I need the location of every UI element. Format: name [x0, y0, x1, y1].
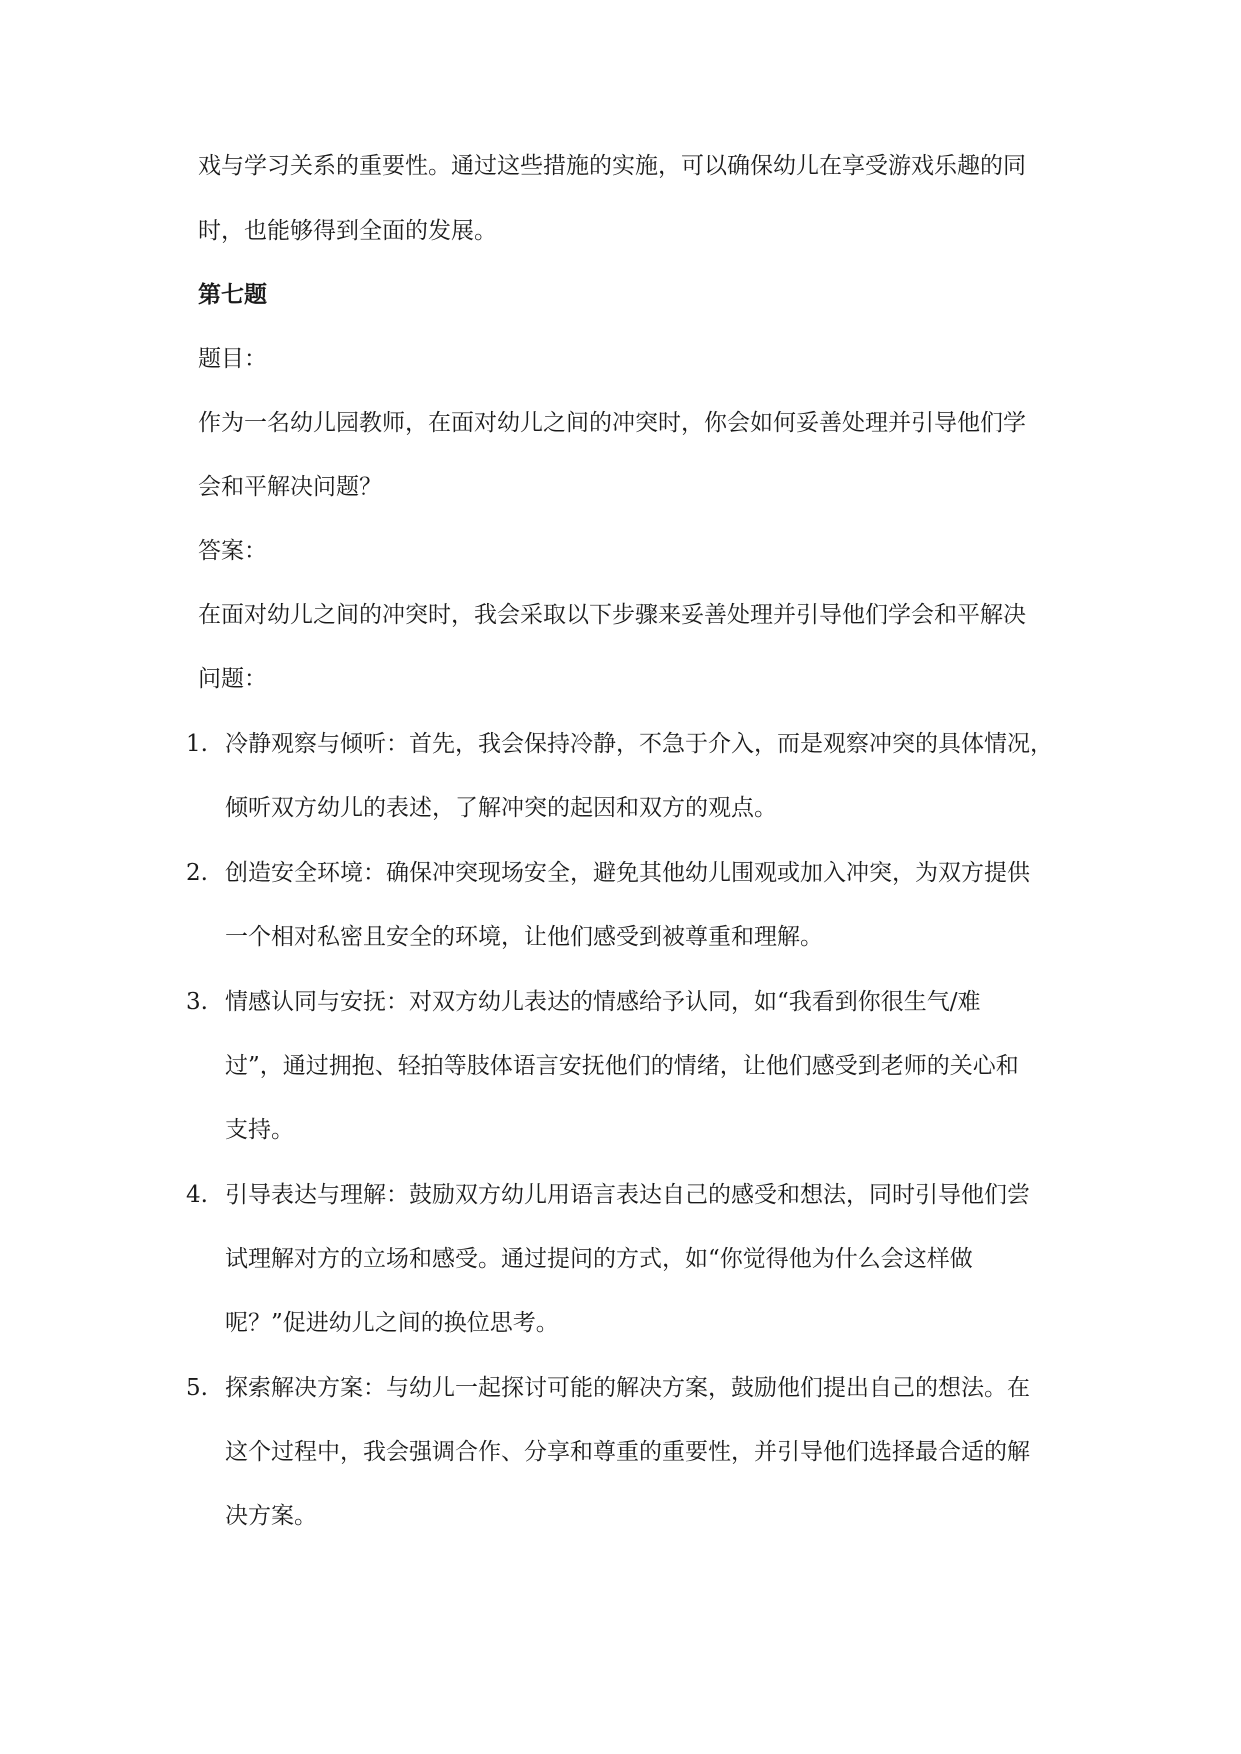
step-number: 3.	[186, 989, 208, 1015]
answer-label: 答案：	[198, 538, 267, 564]
step-line: 这个过程中，我会强调合作、分享和尊重的重要性，并引导他们选择最合适的解	[225, 1439, 1030, 1465]
step-number: 2.	[186, 860, 208, 886]
question-label: 题目：	[198, 346, 267, 372]
step-line: 呢？”促进幼儿之间的换位思考。	[225, 1310, 559, 1336]
step-number: 5.	[186, 1375, 208, 1401]
step-number: 4.	[186, 1182, 208, 1208]
step-line: 倾听双方幼儿的表述，了解冲突的起因和双方的观点。	[225, 795, 777, 821]
answer-intro-line-1: 在面对幼儿之间的冲突时，我会采取以下步骤来妥善处理并引导他们学会和平解决	[198, 602, 1026, 628]
step-line: 决方案。	[225, 1503, 317, 1529]
step-line: 支持。	[225, 1117, 294, 1143]
step-line: 冷静观察与倾听：首先，我会保持冷静，不急于介入，而是观察冲突的具体情况，	[225, 731, 1053, 757]
step-line: 探索解决方案：与幼儿一起探讨可能的解决方案，鼓励他们提出自己的想法。在	[225, 1375, 1030, 1401]
step-line: 一个相对私密且安全的环境，让他们感受到被尊重和理解。	[225, 924, 823, 950]
intro-line-2: 时，也能够得到全面的发展。	[198, 218, 497, 244]
step-line: 引导表达与理解：鼓励双方幼儿用语言表达自己的感受和想法，同时引导他们尝	[225, 1182, 1030, 1208]
step-line: 创造安全环境：确保冲突现场安全，避免其他幼儿围观或加入冲突，为双方提供	[225, 860, 1030, 886]
step-line: 过”，通过拥抱、轻拍等肢体语言安抚他们的情绪，让他们感受到老师的关心和	[225, 1053, 1019, 1079]
intro-line-1: 戏与学习关系的重要性。通过这些措施的实施，可以确保幼儿在享受游戏乐趣的同	[198, 153, 1026, 179]
answer-intro-line-2: 问题：	[198, 666, 267, 692]
section-title: 第七题	[198, 282, 267, 308]
question-line-1: 作为一名幼儿园教师，在面对幼儿之间的冲突时，你会如何妥善处理并引导他们学	[198, 410, 1026, 436]
question-line-2: 会和平解决问题？	[198, 474, 382, 500]
step-line: 情感认同与安抚：对双方幼儿表达的情感给予认同，如“我看到你很生气/难	[225, 989, 981, 1015]
step-line: 试理解对方的立场和感受。通过提问的方式，如“你觉得他为什么会这样做	[225, 1246, 973, 1272]
step-number: 1.	[186, 731, 208, 757]
